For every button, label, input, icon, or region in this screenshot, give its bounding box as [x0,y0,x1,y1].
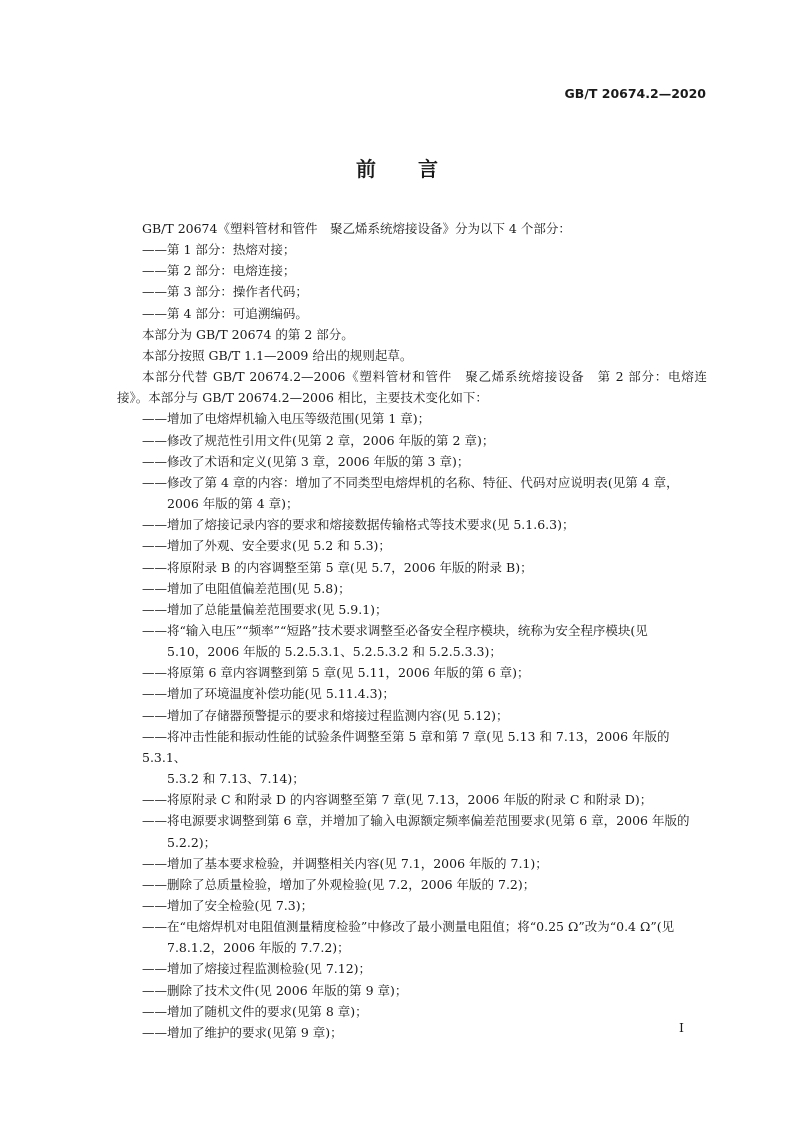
list-item-text: ——增加了电阻值偏差范围(见 5.8)； [142,580,351,596]
changes-list [117,408,707,1043]
list-item [117,599,707,620]
list-item: ——第 3 部分：操作者代码； [142,284,308,300]
list-item [117,916,707,958]
intro-paragraph: GB/T 20674《塑料管材和管件 聚乙烯系统熔接设备》分为以下 4 个部分： [142,221,571,236]
list-item [117,408,707,429]
list-item [117,430,707,451]
list-item-text: ——将原附录 B 的内容调整至第 5 章(见 5.7，2006 年版的附录 B)； [142,559,533,575]
list-item-text: ——增加了存储器预警提示的要求和熔接过程监测内容(见 5.12)； [142,707,509,723]
body-paragraph: 本部分为 GB/T 20674 的第 2 部分。 [142,326,354,342]
list-item: ——第 4 部分：可追溯编码。 [142,305,308,321]
list-item-text: ——增加了外观、安全要求(见 5.2 和 5.3)； [142,538,391,554]
document-body [117,218,707,1043]
list-item: ——第 2 部分：电熔连接； [142,263,296,279]
standard-code: GB/T 20674.2—2020 [564,86,706,101]
list-item-continuation: 5.3.2 和 7.13、7.14)； [167,771,305,787]
list-item-text: ——将“输入电压”“频率”“短路”技术要求调整至必备安全程序模块，统称为安全程序模块(见 [142,622,648,638]
page-number: I [679,1020,684,1035]
list-item [117,662,707,683]
list-item [117,1022,707,1043]
list-item [117,980,707,1001]
list-item-text: ——将冲击性能和振动性能的试验条件调整至第 5 章和第 7 章(见 5.13 和 7.13，2006 年版的 5.3.1、 [142,728,670,765]
list-item-text: ——增加了安全检验(见 7.3)； [142,898,314,913]
list-item: ——第 1 部分：热熔对接； [142,242,296,258]
list-item-text: ——增加了随机文件的要求(见第 8 章)； [142,1003,368,1019]
list-item [117,853,707,874]
list-item [117,705,707,726]
list-item [117,451,707,472]
list-item-continuation: 2006 年版的第 4 章)； [167,496,299,512]
list-item-text: ——修改了规范性引用文件(见第 2 章，2006 年版的第 2 章)； [142,432,495,448]
list-item-text: ——修改了术语和定义(见第 3 章，2006 年版的第 3 章)； [142,453,470,469]
list-item [117,1001,707,1022]
list-item-text: ——增加了熔接记录内容的要求和熔接数据传输格式等技术要求(见 5.1.6.3)； [142,517,575,533]
list-item-continuation: 5.10，2006 年版的 5.2.5.3.1、5.2.5.3.2 和 5.2.5.3.3)； [167,644,502,660]
list-item [117,958,707,979]
list-item-continuation: 5.2.2)； [167,834,217,850]
list-item-continuation: 7.8.1.2，2006 年版的 7.7.2)； [167,940,350,956]
list-item [117,789,707,810]
list-item-text: ——增加了维护的要求(见第 9 章)； [142,1024,343,1040]
list-item [117,514,707,535]
list-item [117,620,707,662]
list-item-text: ——删除了总质量检验，增加了外观检验(见 7.2，2006 年版的 7.2)； [142,876,536,892]
parts-list [117,239,707,324]
list-item [117,895,707,916]
list-item-text: ——将电源要求调整到第 6 章，并增加了输入电源额定频率偏差范围要求(见第 6 章，2006 年版的 [142,813,690,829]
list-item-text: ——增加了基本要求检验，并调整相关内容(见 7.1，2006 年版的 7.1)； [142,855,548,871]
list-item [117,557,707,578]
list-item-text: ——增加了熔接过程监测检验(见 7.12)； [142,961,372,977]
list-item-text: ——将原附录 C 和附录 D 的内容调整至第 7 章(见 7.13，2006 年版的附录 C 和附录 D)； [142,792,653,808]
list-item [117,726,707,789]
page-title: 前言 [356,157,480,181]
list-item [117,683,707,704]
list-item [117,472,707,514]
list-item-text: ——修改了第 4 章的内容：增加了不同类型电熔焊机的名称、特征、代码对应说明表(见第 4 章， [142,474,679,490]
list-item-text: ——增加了电熔焊机输入电压等级范围(见第 1 章)； [142,411,431,427]
list-item [117,578,707,599]
list-item-text: ——增加了环境温度补偿功能(见 5.11.4.3)； [142,686,395,702]
body-paragraph: 本部分代替 GB/T 20674.2—2006《塑料管材和管件 聚乙烯系统熔接设备 第 2 部分：电熔连接》。本部分与 GB/T 20674.2—2006 相比，主要技术变化如下： [117,369,707,406]
list-item-text: ——在“电熔焊机对电阻值测量精度检验”中修改了最小测量电阻值；将“0.25 Ω”改为“0.4 Ω”(见 [142,919,675,935]
list-item-text: ——删除了技术文件(见 2006 年版的第 9 章)； [142,982,408,998]
body-paragraph: 本部分按照 GB/T 1.1—2009 给出的规则起草。 [142,347,413,363]
list-item-text: ——增加了总能量偏差范围要求(见 5.9.1)； [142,601,388,617]
list-item [117,535,707,556]
list-item [117,810,707,852]
list-item [117,874,707,895]
list-item-text: ——将原第 6 章内容调整到第 5 章(见 5.11，2006 年版的第 6 章)； [142,665,530,681]
